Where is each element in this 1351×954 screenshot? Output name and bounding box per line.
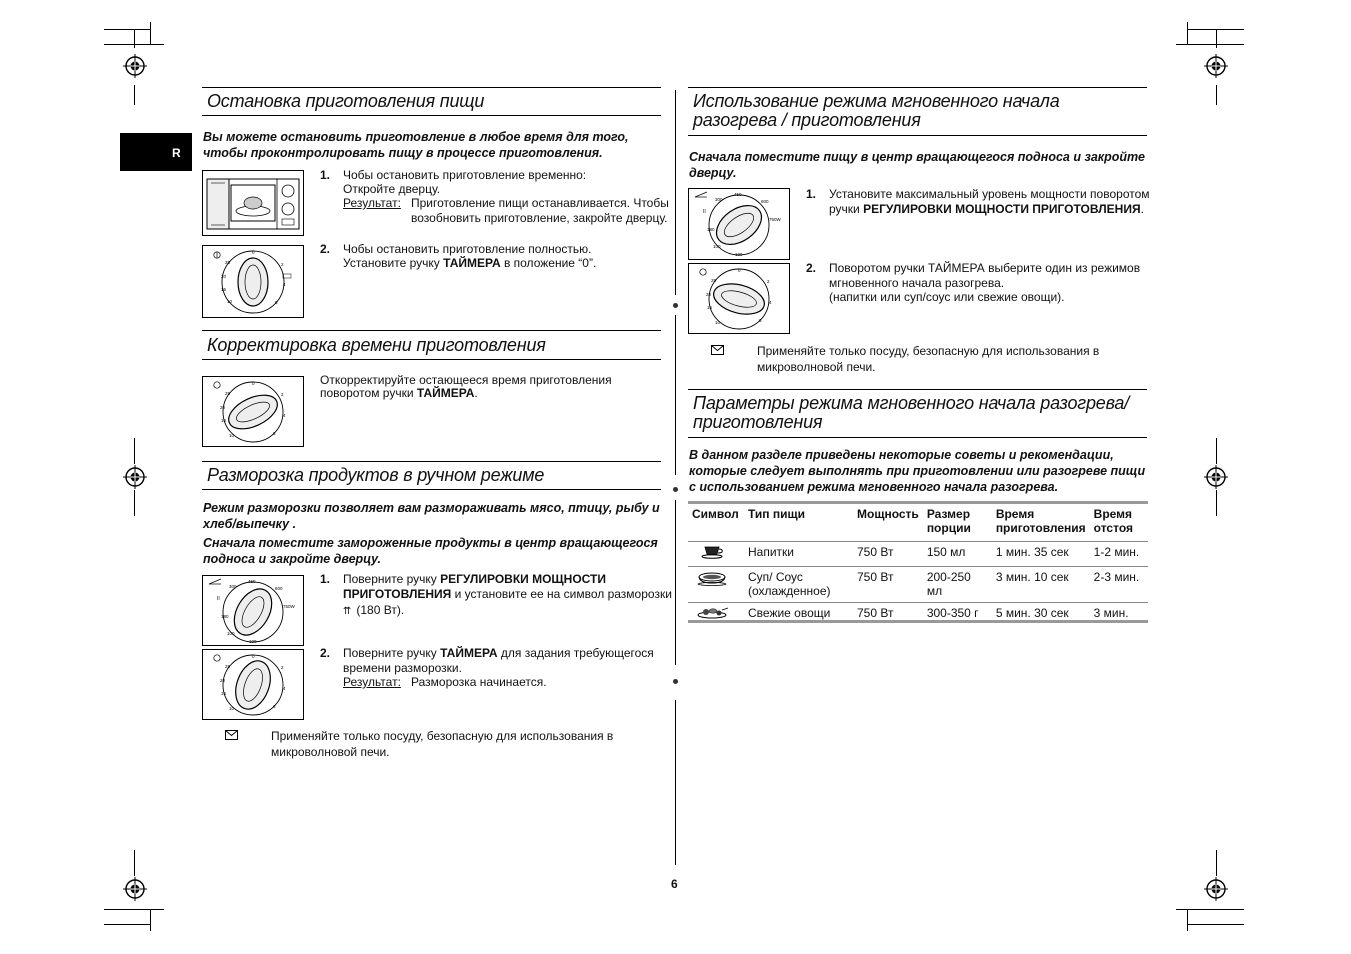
standing-time-cell: 2-3 мин.: [1090, 567, 1148, 603]
registration-mark-icon: [123, 54, 147, 78]
text-fragment: .: [1140, 202, 1144, 216]
params-intro: В данном разделе приведены некоторые советы и рекомендации, которые следует выполнять при приготовлении или разогреве пищи с использованием режима мгновенного начала разогрева.: [689, 448, 1146, 494]
svg-text:6: 6: [273, 704, 276, 709]
instant-section-title-line1: Использование режима мгновенного начала: [693, 91, 1060, 111]
stop-step1-line1: Чобы остановить приготовление временно:: [343, 168, 587, 182]
timer-dial-figure: [202, 376, 304, 447]
food-type-text: (охлажденное): [748, 584, 831, 598]
defrost-step2-number: 2.: [320, 646, 331, 660]
registration-mark-icon: [1204, 465, 1228, 489]
timer-keyword: ТАЙМЕРА: [440, 646, 498, 660]
defrost-note-line2: микроволновой печи.: [271, 745, 390, 759]
svg-text:10: 10: [229, 706, 235, 711]
instant-intro: Сначала поместите пищу в центр вращающегося подноса и закройте дверцу.: [689, 150, 1145, 180]
instant-section-title-line2: разогрева / приготовления: [693, 110, 921, 130]
registration-mark-icon: [1204, 54, 1228, 78]
table-row: [688, 542, 1148, 567]
svg-text:100: 100: [227, 631, 235, 636]
text-fragment: Поверните ручку: [343, 572, 441, 586]
language-tab-label: R: [172, 146, 181, 160]
cooking-time-cell: 1 мин. 35 сек: [992, 542, 1090, 567]
food-type-text: Суп/ Соус: [748, 570, 803, 584]
svg-text:15: 15: [707, 305, 713, 310]
svg-text:450: 450: [248, 579, 256, 584]
symbol-cell: [688, 542, 744, 567]
header-standing-time: [1090, 504, 1148, 542]
defrost-note-line1: Применяйте только посуду, безопасную для использования в: [271, 729, 614, 743]
text-fragment: Установите ручку: [343, 256, 444, 270]
standing-time-cell: 1-2 мин.: [1090, 542, 1148, 567]
standing-time-cell: 3 мин.: [1090, 603, 1148, 628]
svg-text:4: 4: [283, 282, 286, 287]
svg-text:15: 15: [221, 691, 227, 696]
table-bottom-border: [688, 620, 1148, 623]
header-power: Мощность: [857, 507, 919, 521]
svg-text:750W: 750W: [283, 604, 295, 609]
text-fragment: и установите ее на символ разморозки: [451, 587, 672, 601]
header-cooking-time: [992, 504, 1090, 542]
registration-mark-icon: [123, 877, 147, 901]
table-row: [688, 603, 1148, 628]
svg-text:2: 2: [767, 279, 770, 284]
svg-text:15: 15: [221, 418, 227, 423]
text-fragment: Поверните ручку: [343, 646, 441, 660]
header-text: Время: [995, 507, 1035, 521]
cooking-time-cell: 5 мин. 30 сек: [992, 603, 1090, 628]
adjust-line1: Откорректируйте остающееся время приготовления: [320, 373, 612, 387]
center-dot: [673, 487, 678, 492]
table-row: [688, 567, 1148, 603]
stop-step1-result-line2: возобновить приготовление, закройте дверцу.: [411, 211, 668, 225]
section-rule: [202, 461, 661, 462]
note-icon: [711, 345, 724, 355]
header-text: приготовления: [995, 521, 1086, 535]
stop-step2-line2: [343, 256, 596, 271]
svg-text:2: 2: [281, 665, 284, 670]
section-rule: [688, 135, 1147, 136]
food-type-cell: Напитки: [744, 542, 853, 567]
text-fragment: ручки: [829, 202, 864, 216]
header-text: Время: [1093, 507, 1133, 521]
header-text: отстоя: [1093, 521, 1133, 535]
registration-mark-icon: [1204, 877, 1228, 901]
symbol-cell: [688, 603, 744, 628]
svg-text:2: 2: [281, 392, 284, 397]
svg-text:100: 100: [249, 639, 257, 644]
section-rule: [202, 330, 661, 331]
svg-text:100: 100: [713, 244, 721, 249]
stop-section-title: Остановка приготовления пищи: [207, 91, 485, 111]
svg-text:600: 600: [275, 586, 283, 591]
svg-text:450: 450: [734, 192, 742, 197]
note-icon: [225, 730, 238, 740]
svg-text:10: 10: [715, 320, 721, 325]
power-cell: 750 Вт: [853, 567, 923, 603]
section-rule: [202, 359, 661, 360]
section-rule: [202, 87, 661, 88]
defrost-step1-line1: [343, 572, 606, 587]
registration-mark-icon: [123, 465, 147, 489]
section-rule: [202, 115, 661, 116]
svg-text:25: 25: [225, 260, 231, 265]
svg-text:600: 600: [761, 199, 769, 204]
timer-keyword: ТАЙМЕРА: [443, 256, 501, 270]
svg-text:180: 180: [221, 614, 229, 619]
svg-text:300: 300: [715, 197, 723, 202]
params-section-title-line1: Параметры режима мгновенного начала разогрева/: [693, 393, 1130, 413]
adjust-line2: [320, 386, 478, 401]
instant-note-line2: микроволновой печи.: [757, 360, 876, 374]
params-section-title-line2: приготовления: [693, 412, 823, 432]
svg-text:20: 20: [221, 274, 227, 279]
instant-step1-number: 1.: [806, 187, 817, 201]
stop-step2-number: 2.: [320, 242, 331, 256]
header-food-type: Тип пищи: [748, 507, 805, 521]
timer-keyword: ТАЙМЕРА: [416, 386, 475, 400]
portion-size-cell: 200-250 мл: [923, 567, 992, 603]
stop-step1-number: 1.: [320, 168, 331, 182]
instant-step2-line1: Поворотом ручки ТАЙМЕРА выберите один из режимов: [829, 261, 1141, 275]
defrost-intro-placement: Сначала поместите замороженные продукты в центр вращающегося подноса и закройте дверцу.: [203, 536, 658, 566]
svg-text:0: 0: [252, 250, 255, 255]
power-cell: 750 Вт: [853, 603, 923, 628]
timer-dial-figure: [202, 649, 304, 720]
cooking-time-cell: 3 мин. 10 сек: [992, 567, 1090, 603]
svg-text:6: 6: [759, 318, 762, 323]
svg-text:20: 20: [220, 678, 226, 683]
defrost-step2-line2: времени разморозки.: [343, 661, 462, 675]
timer-dial-figure: [202, 245, 304, 318]
stop-step1-result-line1: Приготовление пищи останавливается. Чтобы: [411, 196, 669, 210]
svg-text:10: 10: [229, 433, 235, 438]
svg-text:25: 25: [225, 664, 231, 669]
page-number: 6: [671, 877, 678, 891]
svg-text:0: 0: [252, 654, 255, 659]
defrost-step1-line3: [343, 603, 404, 619]
svg-text:6: 6: [273, 431, 276, 436]
section-rule: [688, 437, 1147, 438]
center-dot: [673, 679, 678, 684]
svg-text:180: 180: [707, 227, 715, 232]
power-control-keyword: РЕГУЛИРОВКИ МОЩНОСТИ ПРИГОТОВЛЕНИЯ: [863, 202, 1141, 216]
cup-icon: [692, 545, 732, 559]
instant-step1-line1: Установите максимальный уровень мощности поворотом: [829, 187, 1150, 201]
food-type-cell: [744, 567, 853, 603]
language-tab: [120, 133, 192, 171]
header-text: Размер: [926, 507, 971, 521]
svg-text:15: 15: [221, 287, 227, 292]
defrost-step1-line2: [343, 587, 672, 602]
power-cell: 750 Вт: [853, 542, 923, 567]
text-fragment: (180 Вт).: [356, 603, 405, 617]
power-dial-figure: [688, 188, 790, 260]
svg-text:II: II: [217, 596, 220, 602]
svg-text:100: 100: [735, 252, 743, 257]
svg-text:6: 6: [275, 300, 278, 305]
timer-dial-figure: [688, 263, 790, 334]
power-dial-figure: [202, 575, 304, 646]
svg-text:20: 20: [220, 405, 226, 410]
defrost-intro: Режим разморозки позволяет вам размораживать мясо, птицу, рыбу и хлеб/выпечку .: [203, 501, 660, 531]
instant-step2-number: 2.: [806, 261, 817, 275]
header-text: порции: [926, 521, 971, 535]
defrost-step2-result: Разморозка начинается.: [411, 675, 547, 689]
svg-text:20: 20: [706, 292, 712, 297]
text-fragment: .: [474, 386, 478, 400]
power-control-keyword: РЕГУЛИРОВКИ МОЩНОСТИ: [440, 572, 606, 586]
instant-cook-table: [688, 504, 1148, 627]
svg-text:0: 0: [252, 381, 255, 386]
text-fragment: поворотом ручки: [320, 386, 417, 400]
svg-text:0: 0: [738, 268, 741, 273]
portion-size-cell: 300-350 г: [923, 603, 992, 628]
svg-text:4: 4: [769, 300, 772, 305]
symbol-cell: [688, 567, 744, 603]
text-fragment: для задания требующегося: [497, 646, 654, 660]
instant-step2-line2: мгновенного начала разогрева.: [829, 276, 1005, 290]
svg-text:4: 4: [283, 413, 286, 418]
svg-text:25: 25: [225, 391, 231, 396]
header-symbol: Символ: [692, 507, 739, 521]
instant-step2-line3: (напитки или суп/соус или свежие овощи).: [829, 290, 1065, 304]
defrost-step1-number: 1.: [320, 572, 331, 586]
defrost-step2-line1: [343, 646, 654, 661]
stop-step1-result-label: Результат:: [343, 196, 401, 210]
instant-step1-line2: [829, 202, 1144, 217]
defrost-step2-result-label: Результат:: [343, 675, 401, 689]
svg-text:4: 4: [283, 686, 286, 691]
defrost-section-title: Разморозка продуктов в ручном режиме: [207, 465, 545, 485]
stop-step2-line1: Чобы остановить приготовление полностью.: [343, 242, 592, 256]
section-rule: [688, 389, 1147, 390]
defrost-symbol-icon: ⇈: [343, 606, 352, 617]
stop-intro: Вы можете остановить приготовление в любое время для того, чтобы проконтролировать пищу в процессе приготовления.: [203, 130, 629, 160]
power-control-keyword: ПРИГОТОВЛЕНИЯ: [343, 587, 452, 601]
svg-text:10: 10: [227, 299, 233, 304]
adjust-section-title: Корректировка времени приготовления: [207, 335, 546, 355]
section-rule: [202, 489, 661, 490]
vegetables-icon: [692, 606, 732, 620]
text-fragment: в положение “0”.: [500, 256, 597, 270]
svg-text:2: 2: [281, 262, 284, 267]
svg-text:750W: 750W: [769, 217, 781, 222]
center-dot: [673, 303, 678, 308]
soup-bowl-icon: [692, 570, 732, 586]
header-portion-size: [923, 504, 992, 542]
food-type-cell: Свежие овощи: [744, 603, 853, 628]
section-rule: [688, 87, 1147, 88]
svg-text:25: 25: [711, 278, 717, 283]
svg-text:II: II: [703, 209, 706, 215]
portion-size-cell: 150 мл: [923, 542, 992, 567]
microwave-open-door-figure: [202, 170, 304, 236]
svg-text:300: 300: [229, 584, 237, 589]
stop-step1-line2: Откройте дверцу.: [343, 182, 441, 196]
instant-note-line1: Применяйте только посуду, безопасную для использования в: [757, 344, 1100, 358]
table-header-row: [688, 504, 1148, 542]
